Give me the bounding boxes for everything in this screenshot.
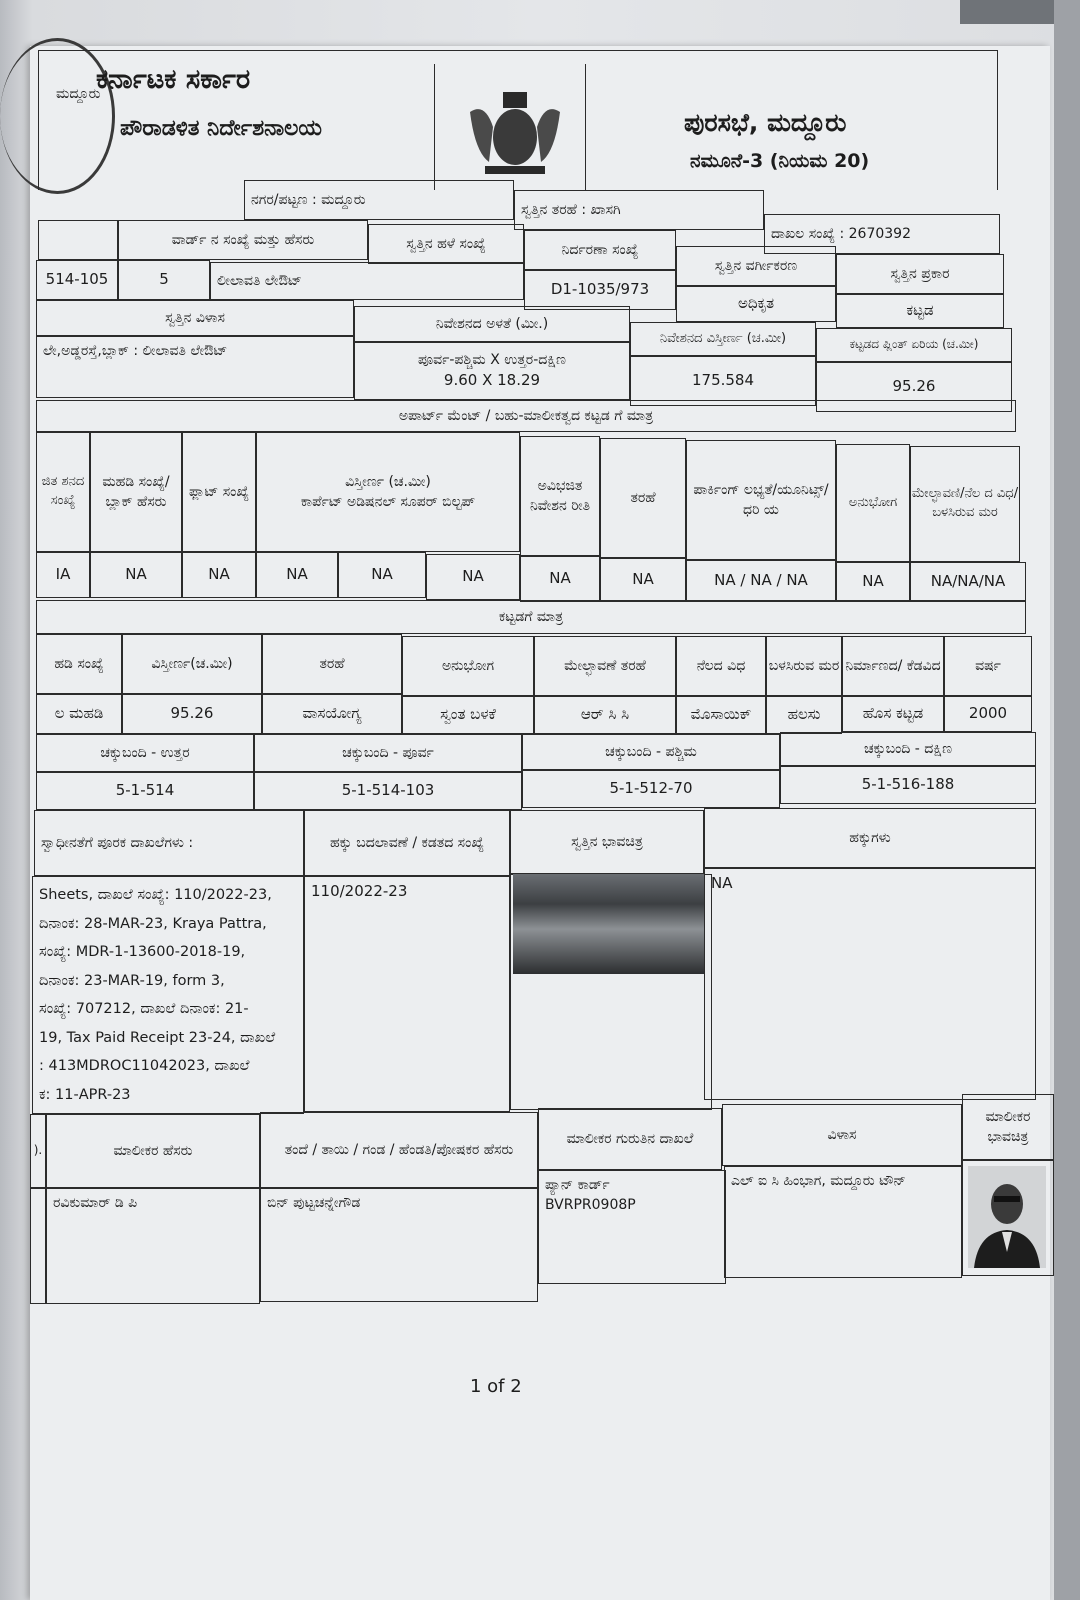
old-number-label: ಸ್ವತ್ತಿನ ಹಳೆ ಸಂಖ್ಯೆ [368, 224, 524, 264]
site-area-value: 175.584 [630, 356, 816, 406]
apt-value: NA [338, 552, 426, 598]
owner-parent-header: ತಂದೆ / ತಾಯಿ / ಗಂಡ / ಹೆಂಡತಿ/ಪೋಷಕರ ಹೆಸರು [260, 1112, 538, 1188]
transfer-number: 110/2022-23 [304, 876, 510, 1112]
boundary-header: ಚಕ್ಕುಬಂದಿ - ಉತ್ತರ [36, 734, 254, 772]
owner-id-header: ಮಾಲೀಕರ ಗುರುತಿನ ದಾಖಲೆ [538, 1108, 722, 1170]
boundary-value: 5-1-514-103 [254, 772, 522, 810]
apt-value: NA [426, 554, 520, 600]
doc-line: ಸಂಖ್ಯೆ: MDR-1-13600-2018-19, [39, 944, 246, 960]
apt-value: NA [520, 556, 600, 602]
apt-value: NA [836, 562, 910, 602]
apt-value: IA [36, 552, 90, 598]
page-number: 1 of 2 [470, 1376, 522, 1397]
apt-roof-header: ಮೇಲ್ಛಾವಣಿ/ನೆಲ ದ ವಿಧ/ಬಳಸಿರುವ ಮರ [910, 446, 1020, 562]
bld-header: ಹಡಿ ಸಂಖ್ಯೆ [36, 634, 122, 694]
apt-parking-header: ಪಾರ್ಕಿಂಗ್ ಲಭ್ಯತೆ/ಯೂನಿಟ್ಸ್/ಧರಿ ಯ [686, 440, 836, 560]
rights-value: NA [704, 868, 1036, 1100]
bld-header: ನಿರ್ಮಾಣದ/ ಕೆಡವಿದ [842, 636, 944, 696]
bld-header: ಅನುಭೋಗ [402, 636, 534, 696]
docs-list [32, 876, 304, 1114]
municipality-title: ಪುರಸಭೆ, ಮದ್ದೂರು [684, 108, 847, 137]
apt-area-sub: ಕಾರ್ಪೆಟ್ ಅಡಿಷನಲ್ ಸೂಪರ್ ಬಿಲ್ಟಪ್ [300, 494, 476, 510]
bld-value: ಮೊಸಾಯಿಕ್ [676, 696, 766, 734]
bld-value: ಹಲಸು [766, 696, 842, 734]
dept-title: ಪೌರಾಡಳಿತ ನಿರ್ದೇಶನಾಲಯ [120, 116, 322, 141]
doc-line: ಕ: 11-APR-23 [39, 1086, 131, 1103]
boundary-value: 5-1-514 [36, 772, 254, 810]
apt-undivided-header: ಅವಿಭಜಿತ ನಿವೇಶನ ರೀತಿ [520, 436, 600, 556]
bld-header: ಮೇಲ್ಛಾವಣೆ ತರಹೆ [534, 636, 676, 696]
bld-value: 95.26 [122, 694, 262, 734]
doc-line: : 413MDROC11042023, ದಾಖಲೆ [39, 1058, 250, 1074]
building-title: ಕಟ್ಟಡಗೆ ಮಾತ್ರ [36, 600, 1026, 634]
owner-name: ರವಿಕುಮಾರ್ ಡಿ ಪಿ [46, 1188, 260, 1304]
bld-header: ಬಳಸಿರುವ ಮರ [766, 636, 842, 696]
dimension-cell [354, 342, 630, 400]
bld-value: ಹೊಸ ಕಟ್ಟಡ [842, 696, 944, 732]
property-photo [513, 874, 705, 974]
property-id: 514-105 [36, 260, 118, 300]
doc-line: Sheets, ದಾಖಲೆ ಸಂಖ್ಯೆ: 110/2022-23, [39, 887, 272, 903]
apartment-title: ಅಪಾರ್ಟ್ ಮೆಂಟ್ / ಬಹು-ಮಾಲೀಕತ್ವದ ಕಟ್ಟಡ ಗೆ ಮಾತ್ರ [36, 400, 1016, 432]
bld-header: ವರ್ಷ [944, 636, 1032, 696]
bld-header: ತರಹೆ [262, 634, 402, 694]
city-field: ನಗರ/ಪಟ್ಟಣ : ಮದ್ದೂರು [244, 180, 514, 220]
owner-id-number: BVRPR0908P [545, 1197, 636, 1214]
reg-number-label: ನಿರ್ದರಣಾ ಸಂಖ್ಯೆ [524, 230, 676, 270]
ward-label: ವಾರ್ಡ್ ನ ಸಂಖ್ಯೆ ಮತ್ತು ಹೆಸರು [118, 220, 368, 260]
owner-id-type: ಪ್ಯಾನ್ ಕಾರ್ಡ್ [545, 1177, 610, 1193]
form-number: ನಮೂನೆ-3 (ನಿಯಮ 20) [690, 150, 870, 172]
bld-value: 2000 [944, 696, 1032, 732]
gov-title: ಕರ್ನಾಟಕ ಸರ್ಕಾರ [96, 64, 251, 95]
address-value: ಲೇ,ಅಡ್ಡರಸ್ತೆ,ಬ್ಲಾಕ್ : ಲೀಲಾವತಿ ಲೇಔಟ್ [36, 336, 354, 398]
classification-label: ಸ್ವತ್ತಿನ ವರ್ಗೀಕರಣ [676, 246, 836, 286]
owner-no-header: ). [30, 1114, 46, 1188]
apt-site-number-header: ಜಿತ ಶನದ ಸಂಖ್ಯೆ [36, 432, 90, 552]
seal-text: ಮದ್ದೂರು [56, 86, 101, 102]
ward-name: ಲೀಲಾವತಿ ಲೇಔಟ್ [210, 262, 524, 300]
apt-value: NA [600, 558, 686, 602]
owner-photo-header: ಮಾಲೀಕರ ಭಾವಚಿತ್ರ [962, 1094, 1054, 1160]
apt-value: NA [256, 552, 338, 598]
seal-corner [38, 220, 118, 260]
owner-parent: ಬಿನ್ ಪುಟ್ಟಚನ್ನೇಗೌಡ [260, 1188, 538, 1302]
type-value: ಕಟ್ಟಡ [836, 294, 1004, 328]
apt-area-title: ವಿಸ್ತೀರ್ಣ (ಚ.ಮೀ) [345, 473, 431, 490]
docs-header: ಸ್ವಾಧೀನತೆಗೆ ಪೂರಕ ದಾಖಲೆಗಳು : [34, 810, 304, 876]
apt-usage-header: ಅನುಭೋಗ [836, 444, 910, 562]
apt-floor-header: ಮಹಡಿ ಸಂಖ್ಯೆ/ಬ್ಲಾಕ್ ಹೆಸರು [90, 432, 182, 552]
property-photo-header: ಸ್ವತ್ತಿನ ಭಾವಚಿತ್ರ [510, 810, 704, 874]
bld-value: ಲ ಮಹಡಿ [36, 694, 122, 734]
doc-line: ಸಂಖ್ಯೆ: 707212, ದಾಖಲೆ ದಿನಾಂಕ: 21- [39, 1001, 249, 1017]
ward-number: 5 [118, 260, 210, 300]
owner-id-cell [538, 1170, 726, 1284]
apt-value: NA / NA / NA [686, 560, 836, 602]
property-kind-field: ಸ್ವತ್ತಿನ ತರಹೆ : ಖಾಸಗಿ [514, 190, 764, 230]
plinth-value: 95.26 [816, 362, 1012, 412]
reg-number: D1-1035/973 [524, 270, 676, 310]
record-number: ದಾಖಲ ಸಂಖ್ಯೆ : 2670392 [764, 214, 1000, 254]
apt-value: NA [182, 552, 256, 598]
owner-address-header: ವಿಳಾಸ [722, 1104, 962, 1166]
apt-flat-header: ಫ್ಲಾಟ್ ಸಂಖ್ಯೆ [182, 432, 256, 552]
classification-value: ಅಧಿಕೃತ [676, 286, 836, 322]
boundary-header: ಚಕ್ಕುಬಂದಿ - ದಕ್ಷಿಣ [780, 732, 1036, 766]
rights-header: ಹಕ್ಕುಗಳು [704, 808, 1036, 868]
background-edge-right [1054, 0, 1080, 1600]
owner-photo [968, 1166, 1046, 1268]
boundary-value: 5-1-512-70 [522, 770, 780, 808]
bld-value: ವಾಸಯೋಗ್ಯ [262, 694, 402, 734]
apt-value: NA [90, 552, 182, 598]
boundary-value: 5-1-516-188 [780, 766, 1036, 804]
doc-line: 19, Tax Paid Receipt 23-24, ದಾಖಲೆ [39, 1029, 276, 1046]
plinth-label: ಕಟ್ಟಡದ ಪ್ಲಿಂತ್ ಏರಿಯ (ಚ.ಮೀ) [816, 328, 1012, 362]
direction-text: ಪೂರ್ವ-ಪಶ್ಚಿಮ X ಉತ್ತರ-ದಕ್ಷಿಣ [418, 351, 566, 368]
owner-address: ಎಲ್ ಐ ಸಿ ಹಿಂಭಾಗ, ಮದ್ದೂರು ಟೌನ್ [724, 1166, 962, 1278]
type-label: ಸ್ವತ್ತಿನ ಪ್ರಕಾರ [836, 254, 1004, 294]
apt-area-header [256, 432, 520, 552]
bld-value: ಸ್ವಂತ ಬಳಕೆ [402, 696, 534, 734]
apt-value: NA/NA/NA [910, 562, 1026, 602]
bld-header: ನೆಲದ ವಿಧ [676, 636, 766, 696]
boundary-header: ಚಕ್ಕುಬಂದಿ - ಪಶ್ಚಿಮ [522, 734, 780, 770]
apt-kind-header: ತರಹೆ [600, 438, 686, 558]
transfer-header: ಹಕ್ಕು ಬದಲಾವಣೆ / ಕಡತದ ಸಂಖ್ಯೆ [304, 810, 510, 876]
bld-header: ವಿಸ್ತೀರ್ಣ(ಚ.ಮೀ) [122, 634, 262, 694]
site-area-label: ನಿವೇಶನದ ವಿಸ್ತೀರ್ಣ (ಚ.ಮೀ) [630, 322, 816, 356]
boundary-header: ಚಕ್ಕುಬಂದಿ - ಪೂರ್ವ [254, 734, 522, 772]
emblem-frame [434, 64, 586, 190]
owner-no-cell [30, 1188, 46, 1304]
dimension-label: ನಿವೇಶನದ ಅಳತೆ (ಮೀ.) [354, 306, 630, 342]
dimension-value: 9.60 X 18.29 [443, 371, 541, 390]
doc-line: ದಿನಾಂಕ: 28-MAR-23, Kraya Pattra, [39, 915, 267, 932]
owner-name-header: ಮಾಲೀಕರ ಹೆಸರು [46, 1114, 260, 1188]
bld-value: ಆರ್ ಸಿ ಸಿ [534, 696, 676, 734]
address-label: ಸ್ವತ್ತಿನ ವಿಳಾಸ [36, 300, 354, 336]
doc-line: ದಿನಾಂಕ: 23-MAR-19, form 3, [39, 972, 225, 989]
